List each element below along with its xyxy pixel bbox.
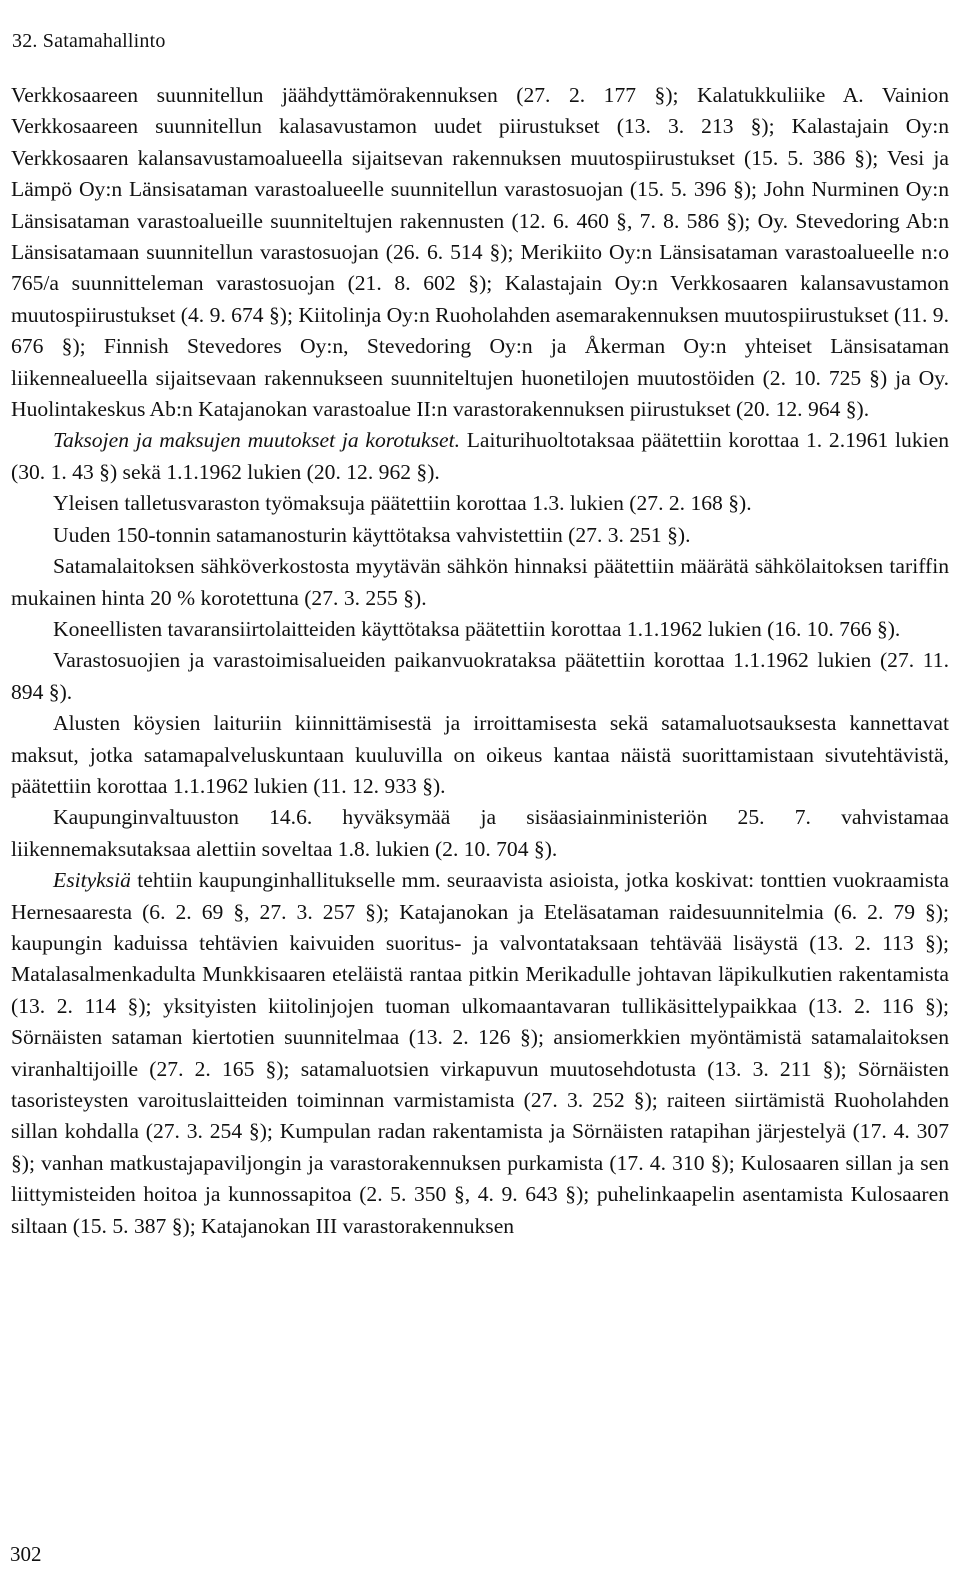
paragraph-text: Varastosuojien ja varastoimisalueiden paikanvuokrataksa päätettiin korottaa 1.1.1962 lukien (27. 11. 894 §).: [11, 648, 949, 704]
page-number: 302: [10, 1542, 42, 1566]
paragraph: [11, 520, 949, 551]
italic-heading: Taksojen ja maksujen muutokset ja korotukset.: [53, 428, 460, 453]
paragraph-text: Laiturihuoltotaksaa päätettiin korottaa 1. 2.1961 lukien (30. 1. 43 §) sekä 1.1.1962 lukien (20. 12. 962 §).: [11, 428, 950, 484]
paragraph-text: Verkkosaareen suunnitellun jäähdyttämörakennuksen (27. 2. 177 §); Kalatukkuliike A. Vainion Verkkosaareen suunnitellun kalasavustamon uudet piirustukset (13. 3. 213 §); Kalastajain Oy:n Verkkosaaren kalansavustamoalueella sijaitsevan rakennuksen muutospiirustukset (15. 5. 386 §); Vesi ja Lämpö Oy:n Länsisataman varastoalueelle suunnitellun varastosuojan (15. 5. 396 §); John Nurminen Oy:n Länsisataman varastoalueille suunniteltujen rakennusten (12. 6. 460 §, 7. 8. 586 §); Oy. Stevedoring Ab:n Länsisatamaan suunnitellun varastosuojan (26. 6. 514 §); Merikiito Oy:n Länsisataman varastoalueelle n:o 765/a suunnitteleman varastosuojan (21. 8. 602 §); Kalastajain Oy:n Verkkosaaren kalansavustamon muutospiirustukset (4. 9. 674 §); Kiitolinja Oy:n Ruoholahden asemarakennuksen muutospiirustukset (11. 9. 676 §); Finnish Stevedores Oy:n, Stevedoring Oy:n ja Åkerman Oy:n yhteiset Länsisataman liikennealueella sijaitsevaan rakennukseen suunniteltujen huonetilojen muutostöiden (2. 10. 725 §) ja Oy. Huolintakeskus Ab:n Katajanokan varastoalue II:n varastorakennuksen piirustukset (20. 12. 964 §).: [11, 83, 949, 422]
paragraph: [11, 865, 949, 1242]
paragraph: [11, 425, 949, 488]
paragraph-text: Alusten köysien laituriin kiinnittämisestä ja irroittamisesta sekä satamaluotsauksesta kannettavat maksut, jotka satamapalveluskuntaan kuuluvilla on oikeus kantaa näistä suorittamistaan sivutehtävistä, päätettiin korottaa 1.1.1962 lukien (11. 12. 933 §).: [11, 711, 949, 798]
paragraph: [11, 802, 949, 865]
paragraph: [11, 614, 949, 645]
body-text: [11, 80, 949, 1242]
running-head: 32. Satamahallinto: [12, 30, 166, 52]
paragraph-text: Satamalaitoksen sähköverkostosta myytävän sähkön hinnaksi päätettiin määrätä sähkölaitoksen tariffin mukainen hinta 20 % korotettuna (27. 3. 255 §).: [11, 554, 949, 610]
paragraph: [11, 645, 949, 708]
paragraph-text: Yleisen talletusvaraston työmaksuja päätettiin korottaa 1.3. lukien (27. 2. 168 §).: [53, 491, 752, 516]
paragraph-text: Koneellisten tavaransiirtolaitteiden käyttötaksa päätettiin korottaa 1.1.1962 lukien (16. 10. 766 §).: [53, 616, 901, 641]
paragraph-text: Uuden 150-tonnin satamanosturin käyttötaksa vahvistettiin (27. 3. 251 §).: [53, 522, 691, 547]
italic-heading: Esityksiä: [53, 868, 131, 893]
paragraph: [11, 708, 949, 802]
paragraph: [11, 488, 949, 519]
paragraph: [11, 80, 949, 425]
paragraph-text: Kaupunginvaltuuston 14.6. hyväksymää ja sisäasiainministeriön 25. 7. vahvistamaa liikennemaksutaksaa alettiin soveltaa 1.8. lukien (2. 10. 704 §).: [11, 805, 949, 861]
paragraph-text: tehtiin kaupunginhallitukselle mm. seuraavista asioista, jotka koskivat: tonttien vuokraamista Hernesaaresta (6. 2. 69 §, 27. 3. 257 §); Katajanokan ja Eteläsataman raidesuunnitelmia (6. 2. 79 §); kaupungin kaduissa tehtävien kaivuiden suoritus- ja valvontataksaan tehtävää lisäystä (13. 2. 113 §); Matalasalmenkadulta Munkkisaaren eteläistä rantaa pitkin Merikadulle johtavan läpikulkutien rakentamista (13. 2. 114 §); yksityisten kiitolinjojen tuoman ulkomaantavaran tullikäsittelypaikkaa (13. 2. 116 §); Sörnäisten sataman kiertotien suunnitelmaa (13. 2. 126 §); ansiomerkkien myöntämistä satamalaitoksen viranhaltijoille (27. 2. 165 §); satamaluotsien virkapuvun muutosehdotusta (13. 3. 211 §); Sörnäisten tasoristeysten varoituslaitteiden toiminnan varmistamista (27. 3. 252 §); raiteen siirtämistä Ruoholahden sillan kohdalla (27. 3. 254 §); Kumpulan radan rakentamista ja Sörnäisten ratapihan järjestelyä (17. 4. 307 §); vanhan matkustajapaviljongin ja varastorakennuksen purkamista (17. 4. 310 §); Kulosaaren sillan ja sen liittymisteiden hoitoa ja kunnossapitoa (2. 5. 350 §, 4. 9. 643 §); puhelinkaapelin asentamista Kulosaaren siltaan (15. 5. 387 §); Katajanokan III varastorakennuksen: [11, 868, 949, 1238]
paragraph: [11, 551, 949, 614]
